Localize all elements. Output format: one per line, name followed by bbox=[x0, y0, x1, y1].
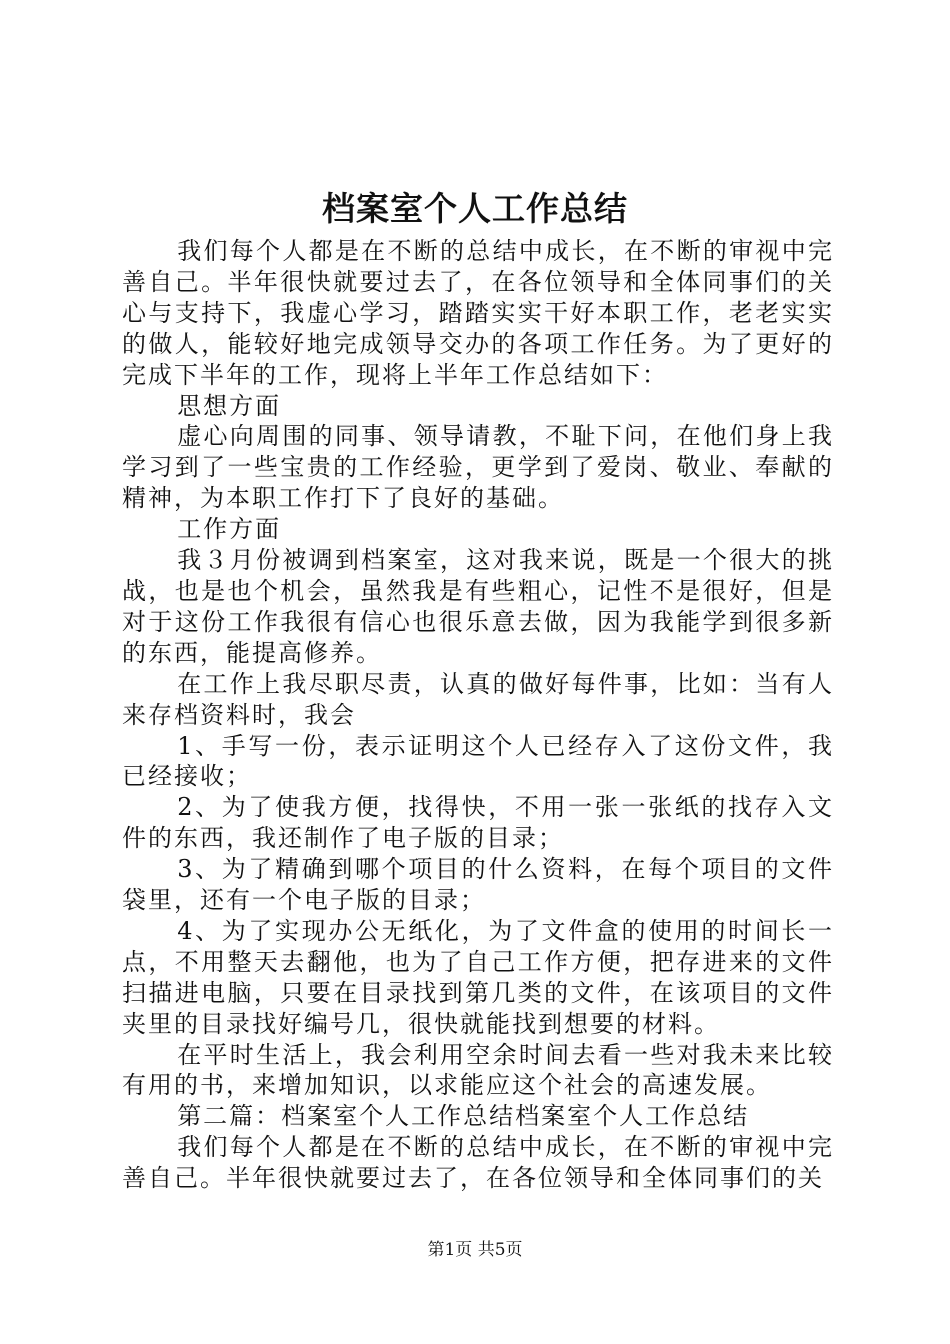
list-item-3: 3、为了精确到哪个项目的什么资料，在每个项目的文件袋里，还有一个电子版的目录； bbox=[122, 855, 834, 915]
paragraph-life: 在平时生活上，我会利用空余时间去看一些对我未来比较有用的书，来增加知识，以求能应这个社会的高速发展。 bbox=[122, 1040, 834, 1100]
heading-work: 工作方面 bbox=[177, 515, 282, 544]
list-item-1: 1、手写一份，表示证明这个人已经存入了这份文件，我已经接收； bbox=[122, 731, 834, 791]
heading-second-article: 第二篇：档案室个人工作总结档案室个人工作总结 bbox=[177, 1102, 750, 1131]
paragraph-intro: 我们每个人都是在不断的总结中成长，在不断的审视中完善自己。半年很快就要过去了，在各位领导和全体同事们的关心与支持下，我虚心学习，踏踏实实干好本职工作，老老实实的做人，能较好地完成领导交办的各项工作任务。为了更好的完成下半年的工作，现将上半年工作总结如下： bbox=[122, 237, 834, 389]
heading-thought: 思想方面 bbox=[177, 391, 282, 420]
paragraph-work-transfer: 我３月份被调到档案室，这对我来说，既是一个很大的挑战，也是也个机会，虽然我是有些粗心，记性不是很好，但是对于这份工作我很有信心也很乐意去做，因为我能学到很多新的东西，能提高修养。 bbox=[122, 546, 834, 667]
paragraph-second-intro: 我们每个人都是在不断的总结中成长，在不断的审视中完善自己。半年很快就要过去了，在各位领导和全体同事们的关 bbox=[122, 1133, 834, 1193]
document-title: 档案室个人工作总结 bbox=[322, 189, 628, 228]
paragraph-work-duty: 在工作上我尽职尽责，认真的做好每件事，比如：当有人来存档资料时，我会 bbox=[122, 669, 834, 729]
list-item-4: 4、为了实现办公无纸化，为了文件盒的使用的时间长一点，不用整天去翻他，也为了自己工作方便，把存进来的文件扫描进电脑，只要在目录找到第几类的文件，在该项目的文件夹里的目录找好编号几，很快就能找到想要的材料。 bbox=[122, 916, 834, 1038]
paragraph-thought: 虚心向周围的同事、领导请教，不耻下问，在他们身上我学习到了一些宝贵的工作经验，更学到了爱岗、敬业、奉献的精神，为本职工作打下了良好的基础。 bbox=[122, 422, 834, 513]
page-number-footer: 第1页 共5页 bbox=[427, 1240, 523, 1260]
list-item-2: 2、为了使我方便，找得快，不用一张一张纸的找存入文件的东西，我还制作了电子版的目录； bbox=[122, 793, 834, 853]
document-body bbox=[122, 236, 834, 1194]
